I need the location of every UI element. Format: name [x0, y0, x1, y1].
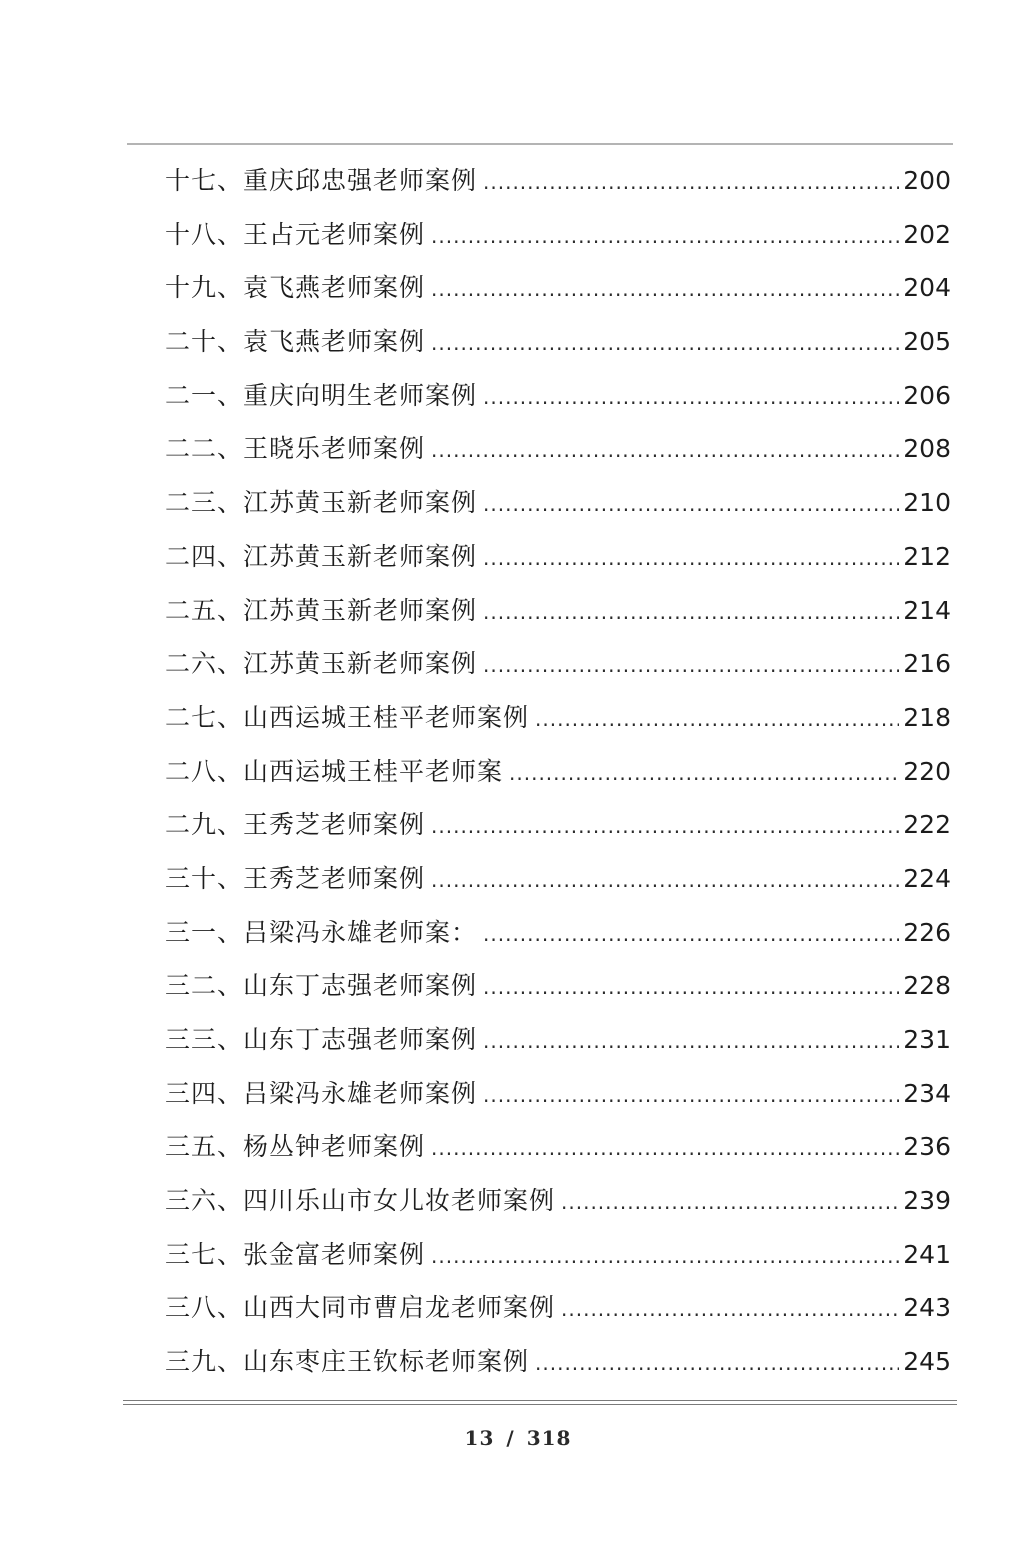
toc-entry-page-number: 239: [903, 1186, 951, 1216]
toc-entry-title: 三一、吕梁冯永雄老师案：: [165, 917, 478, 947]
dot-leader: [483, 532, 899, 586]
dot-leader: [431, 263, 899, 317]
toc-entry-page-number: 214: [903, 595, 951, 625]
toc-entry-page-number: 245: [903, 1347, 951, 1377]
dot-leader: [431, 800, 899, 854]
dot-leader: [483, 371, 899, 425]
toc-entry[interactable]: [165, 208, 951, 262]
toc-entry[interactable]: [165, 1228, 951, 1282]
toc-entry-title: 二三、江苏黄玉新老师案例: [165, 488, 478, 518]
toc-entry-title: 二四、江苏黄玉新老师案例: [165, 541, 478, 571]
dot-leader: [483, 1015, 899, 1069]
toc-entry-page-number: 241: [903, 1239, 951, 1269]
toc-entry-title: 三四、吕梁冯永雄老师案例: [165, 1078, 478, 1108]
toc-entry[interactable]: [165, 476, 951, 530]
toc-entry-page-number: 234: [903, 1078, 951, 1108]
toc-entry-title: 三十、王秀芝老师案例: [165, 863, 426, 893]
dot-leader: [483, 961, 899, 1015]
toc-entry-page-number: 205: [903, 327, 951, 357]
toc-entry[interactable]: [165, 691, 951, 745]
toc-entry[interactable]: [165, 261, 951, 315]
toc-entry[interactable]: [165, 798, 951, 852]
toc-entry-page-number: 236: [903, 1132, 951, 1162]
dot-leader: [431, 1122, 899, 1176]
top-rule: [127, 143, 953, 145]
dot-leader: [431, 1230, 899, 1284]
toc-entry-title: 二二、王晓乐老师案例: [165, 434, 426, 464]
dot-leader: [483, 478, 899, 532]
dot-leader: [431, 854, 899, 908]
toc-entry-title: 三七、张金富老师案例: [165, 1239, 426, 1269]
toc-entry-page-number: 206: [903, 380, 951, 410]
toc-entry[interactable]: [165, 422, 951, 476]
toc-entry-page-number: 224: [903, 863, 951, 893]
page-separator: /: [506, 1426, 515, 1450]
toc-entry[interactable]: [165, 959, 951, 1013]
toc-entry-title: 三三、山东丁志强老师案例: [165, 1025, 478, 1054]
dot-leader: [483, 586, 899, 640]
toc-entry-title: 二六、江苏黄玉新老师案例: [165, 649, 478, 679]
dot-leader: [535, 1337, 899, 1391]
toc-entry-page-number: 208: [903, 434, 951, 464]
toc-entry[interactable]: [165, 1335, 951, 1389]
toc-entry-title: 十七、重庆邱忠强老师案例: [165, 166, 478, 195]
toc-entry-title: 三五、杨丛钟老师案例: [165, 1132, 426, 1162]
current-page-number: 13: [464, 1426, 495, 1450]
toc-entry-page-number: 231: [903, 1025, 951, 1054]
toc-entry[interactable]: [165, 530, 951, 584]
toc-entry[interactable]: [165, 1281, 951, 1335]
dot-leader: [509, 747, 899, 801]
toc-entry[interactable]: [165, 315, 951, 369]
dot-leader: [483, 1069, 899, 1123]
toc-entry-title: 十八、王占元老师案例: [165, 219, 426, 249]
dot-leader: [561, 1176, 899, 1230]
toc-entry[interactable]: [165, 584, 951, 638]
toc-entry[interactable]: [165, 1120, 951, 1174]
toc-entry-page-number: 210: [903, 488, 951, 518]
toc-entry-page-number: 220: [903, 756, 951, 786]
toc-entry-page-number: 216: [903, 649, 951, 679]
toc-entry[interactable]: [165, 745, 951, 799]
toc-entry-title: 二五、江苏黄玉新老师案例: [165, 595, 478, 625]
toc-entry-page-number: 212: [903, 541, 951, 571]
toc-entry-title: 二八、山西运城王桂平老师案: [165, 756, 504, 786]
dot-leader: [483, 639, 899, 693]
toc-entry-page-number: 204: [903, 273, 951, 303]
toc-entry-title: 三九、山东枣庄王钦标老师案例: [165, 1347, 530, 1377]
toc-entry-page-number: 222: [903, 810, 951, 840]
toc-entry[interactable]: [165, 852, 951, 906]
page-indicator: [0, 1426, 1036, 1450]
toc-entry-title: 二十、袁飞燕老师案例: [165, 327, 426, 357]
toc-entry-title: 三八、山西大同市曹启龙老师案例: [165, 1293, 556, 1323]
bottom-rule: [123, 1400, 957, 1405]
toc-entry[interactable]: [165, 1013, 951, 1067]
toc-entry-page-number: 226: [903, 917, 951, 947]
dot-leader: [535, 693, 899, 747]
dot-leader: [483, 156, 899, 210]
dot-leader: [431, 210, 899, 264]
toc-entry[interactable]: [165, 369, 951, 423]
toc-entry-page-number: 228: [903, 971, 951, 1001]
dot-leader: [431, 317, 899, 371]
toc-entry[interactable]: [165, 1174, 951, 1228]
toc-entry-title: 二一、重庆向明生老师案例: [165, 380, 478, 410]
toc-entry[interactable]: [165, 1067, 951, 1121]
toc-entry[interactable]: [165, 154, 951, 208]
toc-entry-page-number: 218: [903, 702, 951, 732]
toc-entry-title: 三二、山东丁志强老师案例: [165, 971, 478, 1001]
toc-entry-title: 二九、王秀芝老师案例: [165, 810, 426, 840]
toc-entry-page-number: 243: [903, 1293, 951, 1323]
dot-leader: [483, 908, 899, 962]
toc-entry-title: 二七、山西运城王桂平老师案例: [165, 702, 530, 732]
table-of-contents: [165, 154, 951, 1389]
toc-entry-page-number: 202: [903, 219, 951, 249]
total-page-count: 318: [526, 1426, 572, 1450]
dot-leader: [561, 1283, 899, 1337]
toc-entry-title: 三六、四川乐山市女儿妆老师案例: [165, 1186, 556, 1216]
toc-entry-title: 十九、袁飞燕老师案例: [165, 273, 426, 303]
dot-leader: [431, 424, 899, 478]
toc-entry[interactable]: [165, 637, 951, 691]
toc-entry[interactable]: [165, 906, 951, 960]
toc-entry-page-number: 200: [903, 166, 951, 195]
